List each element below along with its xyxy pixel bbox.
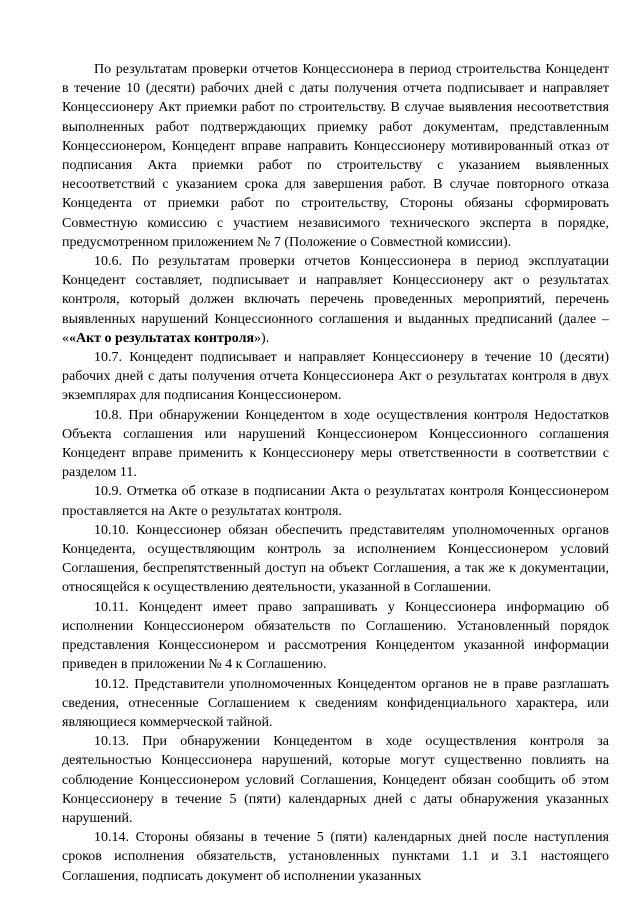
document-page — [62, 60, 609, 886]
paragraph-10-7: 10.7. Концедент подписывает и направляет Концессионеру в течение 10 (десяти) рабочих дней с даты получения отчета Концессионера Акт о результатах контроля в двух экземплярах для подписания Концессионером. — [62, 350, 609, 404]
paragraph-construction-reports: По результатам проверки отчетов Концессионера в период строительства Концедент в течение 10 (десяти) рабочих дней с даты получения отчета подписывает и направляет Концессионеру Акт приемки работ по строительству. В случае выявления несоответствия выполненных работ подтверждающих приемку работ документам, представленным Концессионером, Концедент вправе направить Концессионеру мотивированный отказ от подписания Акта приемки работ по строительству с указанием выявленных несоответствий с указанием срока для завершения работ. В случае повторного отказа Концедента от приемки работ по строительству, Стороны обязаны сформировать Совместную комиссию с участием независимого технического эксперта в порядке, предусмотренном приложением № 7 (Положение о Совместной комиссии). — [62, 62, 609, 250]
paragraph-10-11: 10.11. Концедент имеет право запрашивать у Концессионера информацию об исполнении Концессионером обязательств по Соглашению. Установленный порядок представления Концессионером и рассмотрения Концедентом указанной информации приведен в приложении № 4 к Соглашению. — [62, 599, 609, 673]
paragraph-10-12: 10.12. Представители уполномоченных Концедентом органов не в праве разглашать сведения, отнесенные Соглашением к сведениям конфиденциального характера, или являющиеся коммерческой тайной. — [62, 676, 609, 730]
paragraph-10-6-text: 10.6. По результатам проверки отчетов Концессионера в период эксплуатации Концедент составляет, подписывает и направляет Концессионеру акт о результатах контроля, который должен включать перечень проведенных мероприятий, перечень выявленных нарушений Концессионного соглашения и выданных предписаний (далее – « — [62, 254, 609, 346]
paragraph-10-6-closing: »). — [254, 330, 270, 346]
paragraph-10-6-defined-term: «Акт о результатах контроля — [69, 330, 255, 346]
paragraph-10-8: 10.8. При обнаружении Концедентом в ходе осуществления контроля Недостатков Объекта соглашения или нарушений Концессионером Концессионного соглашения Концедент вправе применить к Концессионеру меры ответственности в соответствии с разделом 11. — [62, 407, 609, 481]
paragraph-10-6 — [62, 252, 609, 348]
paragraph-10-14: 10.14. Стороны обязаны в течение 5 (пяти) календарных дней после наступления сроков исполнения обязательств, установленных пунктами 1.1 и 3.1 настоящего Соглашения, подписать документ об исполнении указанных — [62, 830, 609, 884]
paragraph-10-10: 10.10. Концессионер обязан обеспечить представителям уполномоченных органов Концедента, осуществляющим контроль за исполнением Концессионером условий Соглашения, беспрепятственный доступ на объект Соглашения, а так же к документации, относящейся к осуществлению деятельности, указанной в Соглашении. — [62, 522, 609, 596]
paragraph-10-13: 10.13. При обнаружении Концедентом в ходе осуществления контроля за деятельностью Концессионера нарушений, которые могут существенно повлиять на соблюдение Концессионером условий Соглашения, Концедент обязан сообщить об этом Концессионеру в течение 5 (пяти) календарных дней с даты обнаружения указанных нарушений. — [62, 734, 609, 826]
paragraph-10-9: 10.9. Отметка об отказе в подписании Акта о результатах контроля Концессионером проставляется на Акте о результатах контроля. — [62, 484, 609, 519]
